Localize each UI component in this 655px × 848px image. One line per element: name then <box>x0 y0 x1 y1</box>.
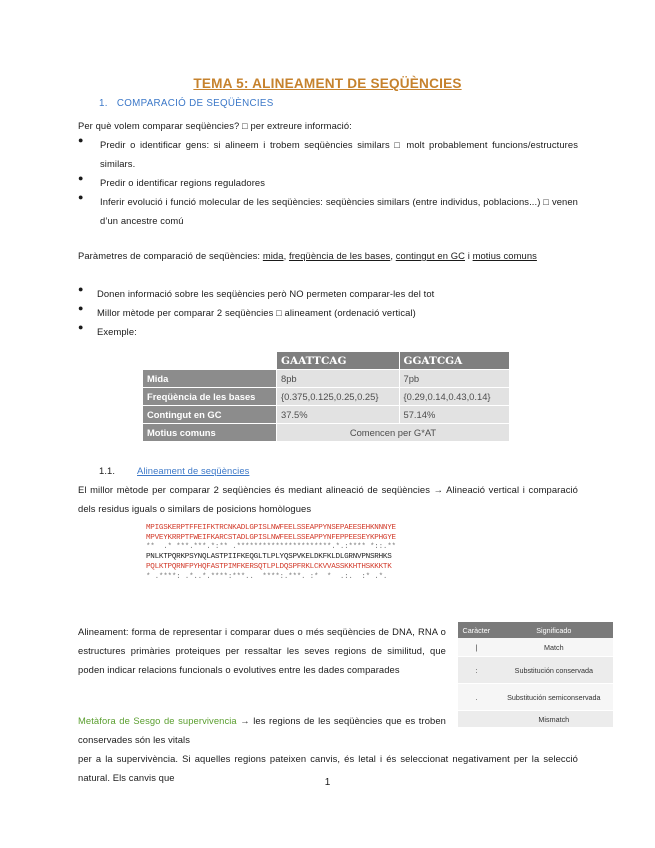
section-label: COMPARACIÓ DE SEQÜÈNCIES <box>116 98 274 109</box>
metafora-rest: → les regions de les seqüències que es troben conservades són les vitals <box>78 715 446 745</box>
sym-header-meaning: Significado <box>495 622 613 638</box>
param-gc: contingut en GC <box>395 250 465 261</box>
row-label-frequencia: Freqüència de les bases <box>143 388 277 406</box>
param-motius: motius comuns <box>472 250 537 261</box>
align-b1-seq2: MPVEYKRRPTFWEIFKARCSTADLGPISLNWFEELSSEAPPYNFEPPEESEYKPHGYE <box>146 533 396 542</box>
row-label-mida: Mida <box>143 370 277 388</box>
row-label-gc: Contingut en GC <box>143 406 277 424</box>
align-b1-seq1: MPIGSKERPTFFEIFKTRCNKADLGPISLNWFEELSSEAPPYNSEPAEESEHKNNNYE <box>146 524 396 532</box>
bullet-millor: Millor mètode per comparar 2 seqüències □ alineament (ordenació vertical) <box>97 307 416 318</box>
align-b1-cons: ** .* ***.***.*:** .**********************.*.:**** *::.** <box>146 543 396 552</box>
comparison-table <box>142 351 510 442</box>
cell-motius: Comencen per G*AT <box>277 424 510 442</box>
para-alineament: Alineament: forma de representar i comparar dues o més seqüències de DNA, RNA o estructures primàries proteiques per ressaltar les seves regions de similitud, que poden indicar relacions funcionals o evolutives entre les dades comparades <box>78 626 446 675</box>
param-frequencia: freqüència de les bases <box>288 250 391 261</box>
bullet-evolucio: Inferir evolució i funció molecular de les seqüències: seqüències similars (entre individus, poblacions...) □ venen d’un ancestre comú <box>100 196 578 226</box>
page-title: TEMA 5: ALINEAMENT DE SEQÜÈNCIES <box>193 76 462 91</box>
sequence-alignment <box>146 524 396 582</box>
symbol-table <box>458 622 613 728</box>
sym-meaning: Match <box>495 638 613 657</box>
row-label-motius: Motius comuns <box>143 424 277 442</box>
para-millor-metode: El millor mètode per comparar 2 seqüències és mediant alineació de seqüències → Alineació vertical i comparació dels residus iguals o similars de posicions homòlogues <box>78 484 578 514</box>
align-b2-cons: * .****: .*..*.****:***.. ****:.***. :* * .:. :* .*. <box>146 572 388 581</box>
align-b2-seq2: PQLKTPQRNFPYHQFASTPIMFKERSQTLPLDQSPFRKLCKVVASSKKHTHSKKKTK <box>146 562 392 571</box>
subsection-number: 1.1. <box>99 465 116 476</box>
section-heading-1 <box>99 98 274 109</box>
para-metafora-continued: per a la supervivència. Si aquelles regions pateixen canvis, és letal i és seleccionat negativament per la selecció natural. Els canvis que <box>78 753 578 783</box>
section-number: 1. <box>99 98 108 109</box>
cell-freq-b: {0.29,0.14,0.43,0.14} <box>399 388 510 406</box>
metafora-lead: Metàfora de Sesgo de supervivencia <box>78 715 237 726</box>
sym-char <box>458 711 495 728</box>
bullet-exemple: Exemple: <box>97 326 137 337</box>
sym-meaning: Mismatch <box>495 711 613 728</box>
cell-mida-a: 8pb <box>277 370 400 388</box>
cell-gc-a: 37.5% <box>277 406 400 424</box>
params-line: Paràmetres de comparació de seqüències: mida, freqüència de les bases, contingut en GC i motius comuns <box>78 250 537 261</box>
header-seq2: GGATCGA <box>399 352 510 370</box>
bullet-predir-gens: Predir o identificar gens: si alineem i trobem seqüències similars □ molt probablement funcions/estructures similars. <box>100 139 578 169</box>
cell-freq-a: {0.375,0.125,0.25,0.25} <box>277 388 400 406</box>
sym-meaning: Substitución semiconservada <box>495 684 613 711</box>
sym-char: | <box>458 638 495 657</box>
sym-meaning: Substitución conservada <box>495 657 613 684</box>
page-number: 1 <box>324 777 331 788</box>
subsection-link[interactable]: Alineament de seqüències <box>137 465 250 476</box>
bullet-donen: Donen informació sobre les seqüències però NO permeten comparar-les del tot <box>97 288 435 299</box>
sym-header-char: Caràcter <box>458 622 495 638</box>
cell-mida-b: 7pb <box>399 370 510 388</box>
para-metafora-start <box>78 711 446 749</box>
header-seq1: GAATTCAG <box>277 352 400 370</box>
section-heading-1-1 <box>99 461 249 480</box>
param-mida: mida <box>262 250 284 261</box>
cell-gc-b: 57.14% <box>399 406 510 424</box>
bullet-regions: Predir o identificar regions reguladores <box>100 177 266 188</box>
sym-char: : <box>458 657 495 684</box>
align-b2-seq1: PNLKTPQRKPSYNQLASTPIIFKEQGLTLPLYQSPVKELDKFKLDLGRNVPNSRHKS <box>146 553 392 562</box>
sym-char: . <box>458 684 495 711</box>
intro-line: Per què volem comparar seqüències? □ per extreure informació: <box>78 120 352 131</box>
